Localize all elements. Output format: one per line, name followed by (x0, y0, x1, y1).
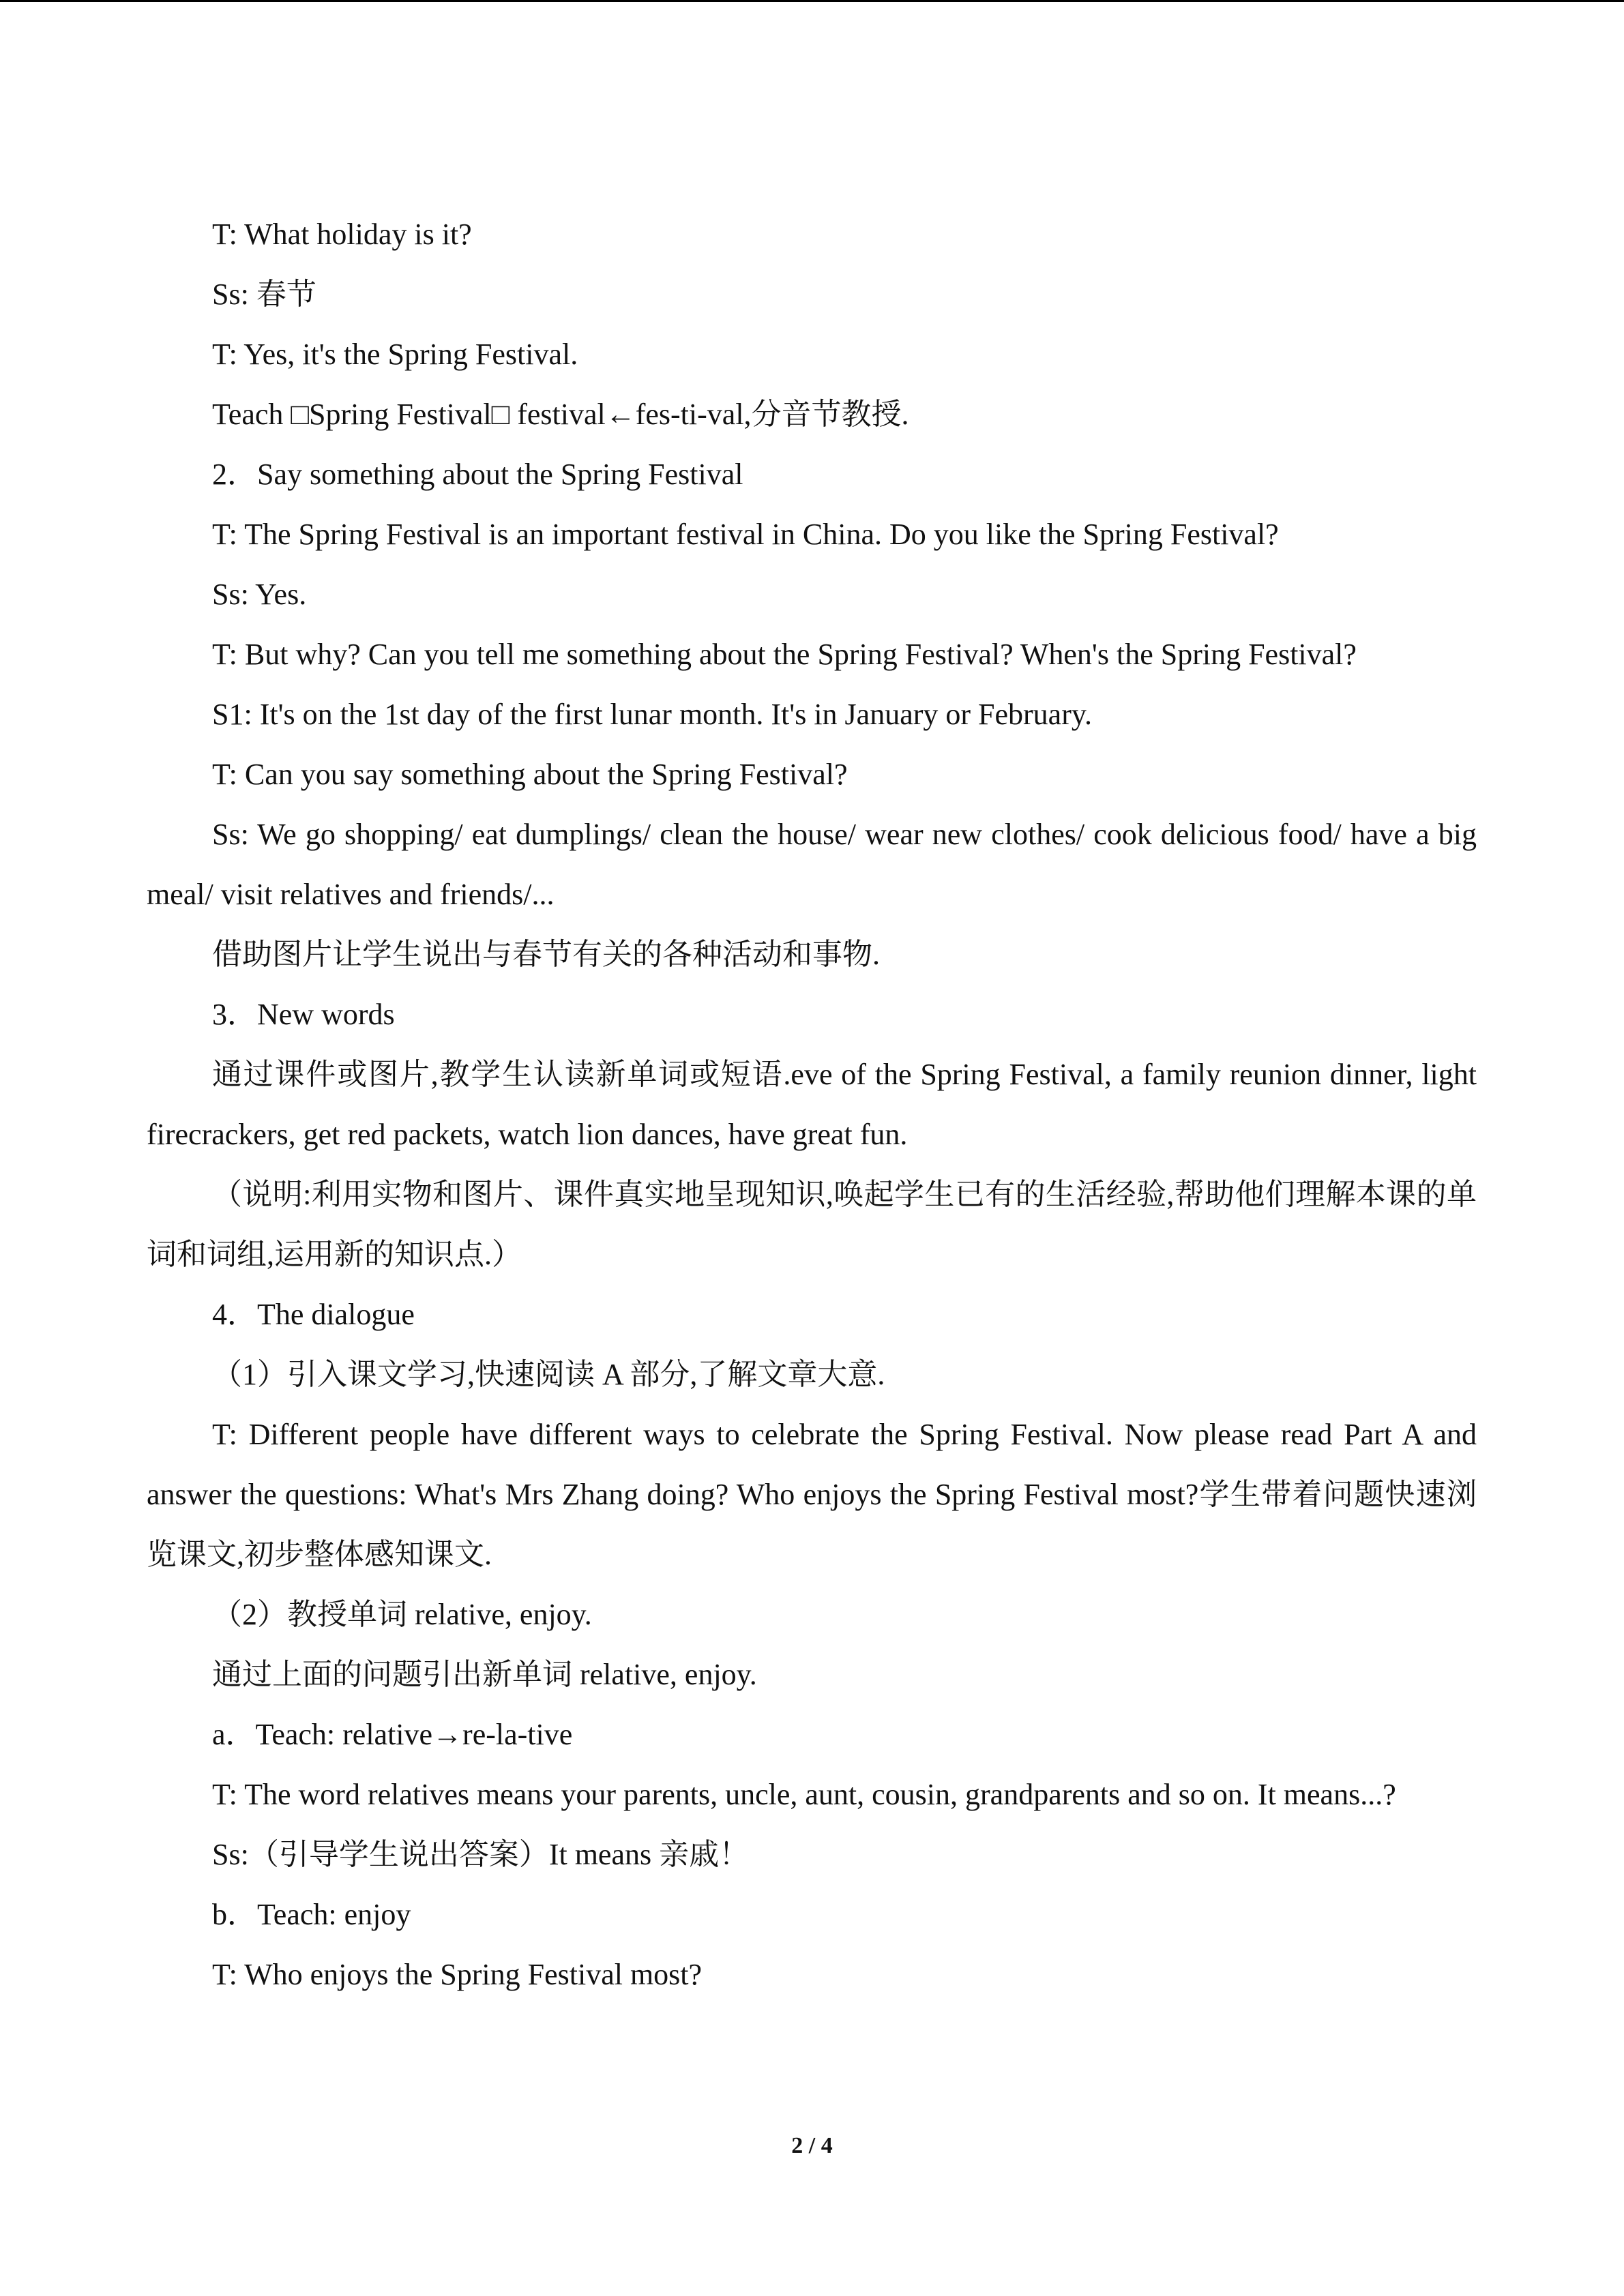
note-paragraph: （说明:利用实物和图片、课件真实地呈现知识,唤起学生已有的生活经验,帮助他们理解本课的单词和词组,运用新的知识点.） (147, 1178, 1477, 1271)
paragraph: T: Yes, it's the Spring Festival. (212, 338, 578, 371)
paragraph: b．Teach: enjoy (212, 1898, 411, 1931)
paragraph: T: Who enjoys the Spring Festival most? (212, 1958, 703, 1991)
section-heading: 2．Say something about the Spring Festival (212, 458, 743, 491)
subsection-heading: （2）教授单词 relative, enjoy. (212, 1598, 592, 1631)
paragraph: S1: It's on the 1st day of the first lunar month. It's in January or February. (212, 698, 1093, 731)
paragraph: a．Teach: relative→re-la-tive (212, 1718, 573, 1751)
paragraph: 通过上面的问题引出新单词 relative, enjoy. (212, 1658, 757, 1691)
page-number: 2 / 4 (791, 2133, 833, 2158)
subsection-heading: （1）引入课文学习,快速阅读 A 部分,了解文章大意. (212, 1358, 885, 1391)
paragraph: T: Different people have different ways to celebrate the Spring Festival. Now please read Part A and answer the questions: What's Mrs Zhang doing? Who enjoys the Spring Festival most?学生带着问题快速浏览课文,初步整体感知课文. (147, 1418, 1477, 1571)
paragraph: T: The word relatives means your parents, uncle, aunt, cousin, grandparents and so on. It means...? (212, 1778, 1396, 1811)
paragraph: 通过课件或图片,教学生认读新单词或短语.eve of the Spring Festival, a family reunion dinner, light firecrackers, get red packets, watch lion dances, have great fun. (147, 1058, 1477, 1151)
paragraph: Ss: 春节 (212, 278, 316, 311)
paragraph: Ss: We go shopping/ eat dumplings/ clean the house/ wear new clothes/ cook delicious food/ have a big meal/ visit relatives and friends/... (147, 818, 1477, 911)
document-body (147, 205, 1477, 2005)
paragraph: Ss: Yes. (212, 578, 307, 611)
paragraph: Ss:（引导学生说出答案）It means 亲戚！ (212, 1838, 750, 1871)
section-heading: 3．New words (212, 998, 395, 1031)
paragraph: 借助图片让学生说出与春节有关的各种活动和事物. (212, 938, 880, 971)
paragraph: Teach □Spring Festival□ festival←fes-ti-val,分音节教授. (212, 398, 909, 431)
top-border-line (0, 0, 1624, 2)
paragraph: T: The Spring Festival is an important festival in China. Do you like the Spring Festival? (212, 518, 1279, 551)
paragraph: T: But why? Can you tell me something about the Spring Festival? When's the Spring Festival? (212, 638, 1357, 671)
paragraph: T: What holiday is it? (212, 218, 472, 251)
paragraph: T: Can you say something about the Spring Festival? (212, 758, 848, 791)
section-heading: 4．The dialogue (212, 1298, 415, 1331)
